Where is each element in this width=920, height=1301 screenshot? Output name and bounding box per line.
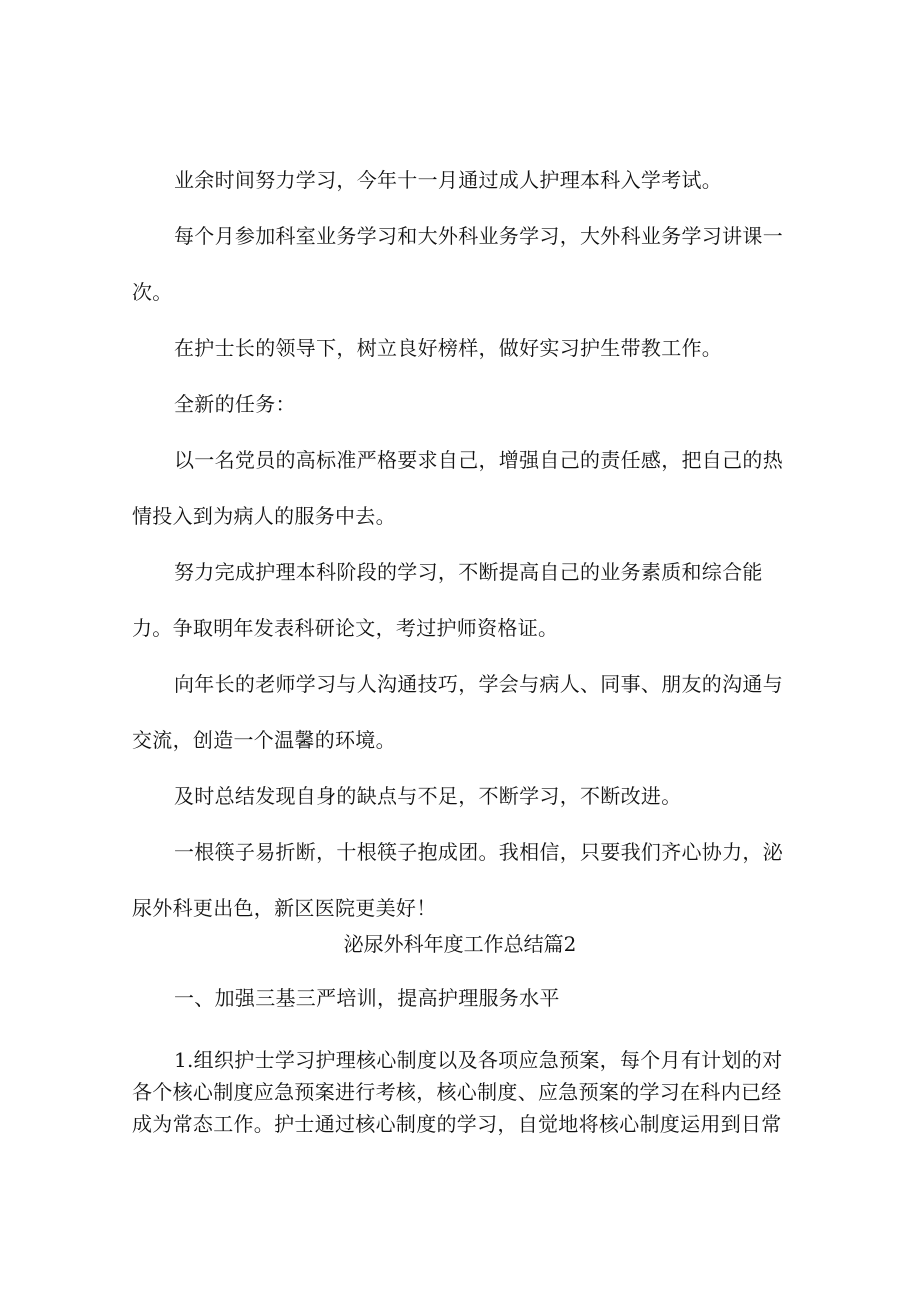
list-item-1 (132, 1044, 788, 1140)
paragraph-3-text: 在护士长的领导下，树立良好榜样，做好实习护生带教工作。 (174, 336, 723, 360)
paragraph-5-text: 以一名党员的高标准严格要求自己，增强自己的责任感，把自己的热情投入到为病人的服务中去。 (132, 448, 783, 528)
paragraph-2-text: 每个月参加科室业务学习和大外科业务学习，大外科业务学习讲课一次。 (132, 224, 783, 304)
paragraph-7 (132, 656, 788, 768)
paragraph-1 (132, 152, 788, 208)
section-heading (132, 970, 788, 1026)
paragraph-4 (132, 376, 788, 432)
paragraph-4-text: 全新的任务： (174, 392, 296, 416)
paragraph-5 (132, 432, 788, 544)
paragraph-8-text: 及时总结发现自身的缺点与不足，不断学习，不断改进。 (174, 784, 682, 808)
paragraph-9-text: 一根筷子易折断，十根筷子抱成团。我相信，只要我们齐心协力，泌尿外科更出色，新区医院更美好！ (132, 840, 783, 920)
paragraph-1-text: 业余时间努力学习，今年十一月通过成人护理本科入学考试。 (174, 168, 723, 192)
list-item-1-text: 1.组织护士学习护理核心制度以及各项应急预案，每个月有计划的对各个核心制度应急预案进行考核，核心制度、应急预案的学习在科内已经成为常态工作。护士通过核心制度的学习，自觉地将核心制度运用到日常 (132, 1048, 783, 1136)
paragraph-3 (132, 320, 788, 376)
section-heading-text: 一、加强三基三严培训，提高护理服务水平 (174, 986, 560, 1010)
paragraph-8 (132, 768, 788, 824)
paragraph-9 (132, 824, 788, 936)
paragraph-6-text: 努力完成护理本科阶段的学习，不断提高自己的业务素质和综合能力。争取明年发表科研论文，考过护师资格证。 (132, 560, 763, 640)
paragraph-6 (132, 544, 788, 656)
paragraph-7-text: 向年长的老师学习与人沟通技巧，学会与病人、同事、朋友的沟通与交流，创造一个温馨的环境。 (132, 672, 783, 752)
paragraph-2 (132, 208, 788, 320)
section-title: 泌尿外科年度工作总结篇2 (343, 932, 577, 956)
